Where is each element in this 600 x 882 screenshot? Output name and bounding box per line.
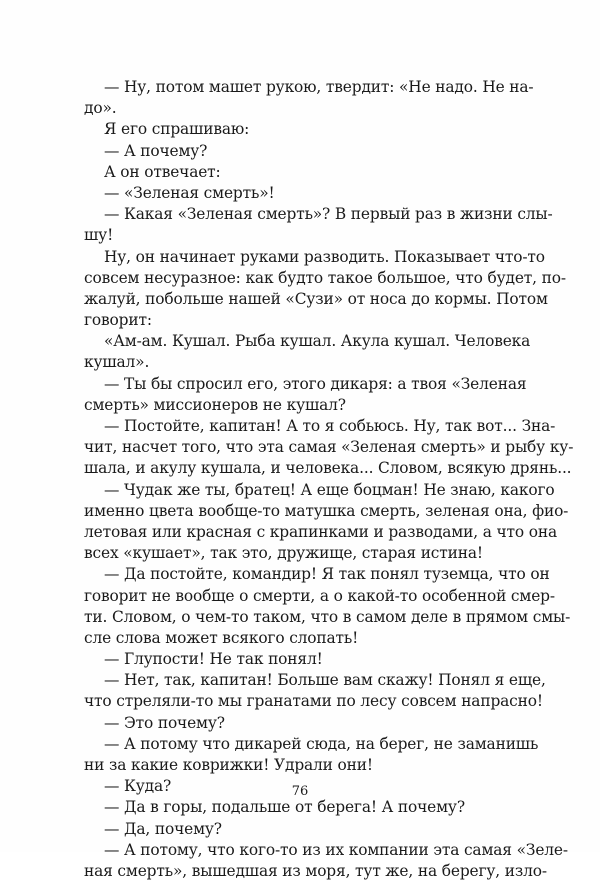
text-line: — Какая «Зеленая смерть»? В первый раз в жизни слы-	[104, 205, 553, 224]
text-line: — Да постойте, командир! Я так понял туземца, что он	[104, 565, 550, 584]
text-line: до».	[84, 99, 117, 118]
text-line: летовая или красная с крапинками и разводами, а что она	[84, 522, 557, 541]
text-line: говорит:	[84, 311, 152, 330]
text-line: — Чудак же ты, братец! А еще боцман! Не знаю, какого	[104, 480, 555, 499]
text-line: — Постойте, капитан! А то я собьюсь. Ну, так вот... Зна-	[104, 417, 556, 435]
text-line: кушал».	[84, 353, 150, 372]
text-line: — Ты бы спросил его, этого дикаря: а твоя «Зеленая	[104, 374, 527, 393]
text-line: сле слова может всякого слопать!	[84, 628, 359, 647]
text-line: чит, насчет того, что эта самая «Зеленая смерть» и рыбу ку-	[84, 438, 574, 457]
text-line: — Это почему?	[104, 713, 225, 732]
text-line: Я его спрашиваю:	[104, 120, 250, 139]
text-line: — Да в горы, подальше от берега! А почему?	[104, 798, 465, 817]
text-line: — Нет, так, капитан! Больше вам скажу! Понял я еще,	[104, 671, 546, 690]
body-text	[84, 77, 574, 882]
text-line: — А потому что дикарей сюда, на берег, не заманишь	[104, 734, 539, 753]
text-line: смерть» миссионеров не кушал?	[84, 395, 346, 414]
text-line: — А почему?	[104, 141, 208, 160]
text-line: совсем несуразное: как будто такое большое, что будет, по-	[84, 268, 566, 287]
text-line: «Ам-ам. Кушал. Рыба кушал. Акула кушал. Человека	[104, 332, 531, 351]
text-line: — Да, почему?	[104, 819, 222, 838]
text-line: ни за какие коврижки! Удрали они!	[84, 756, 373, 774]
page-number: 76	[291, 784, 309, 799]
text-line: — Глупости! Не так понял!	[104, 650, 323, 669]
text-line: Ну, он начинает руками разводить. Показывает что-то	[104, 247, 545, 266]
text-line: всех «кушает», так это, дружище, старая истина!	[84, 544, 483, 563]
text-line: говорит не вообще о смерти, а о какой-то особенной смер-	[84, 586, 555, 605]
text-line: что стреляли-то мы гранатами по лесу совсем напрасно!	[84, 692, 543, 711]
text-line: шала, и акулу кушала, и человека... Словом, всякую дрянь...	[84, 459, 572, 478]
text-line: ная смерть», вышедшая из моря, тут же, на берегу, изло-	[84, 861, 547, 880]
text-line: — А потому, что кого-то из их компании эта самая «Зеле-	[104, 840, 568, 859]
text-line: шу!	[84, 226, 114, 245]
text-line: — Ну, потом машет рукою, твердит: «Не надо. Не на-	[104, 78, 534, 96]
text-line: именно цвета вообще-то матушка смерть, зеленая она, фио-	[84, 501, 569, 520]
text-line: А он отвечает:	[104, 162, 221, 181]
text-line: ти. Словом, о чем-то таком, что в самом деле в прямом смы-	[84, 607, 571, 626]
text-line: жалуй, побольше нашей «Сузи» от носа до кормы. Потом	[84, 289, 548, 308]
text-line: — Куда?	[104, 777, 172, 796]
text-line: — «Зеленая смерть»!	[104, 183, 275, 202]
